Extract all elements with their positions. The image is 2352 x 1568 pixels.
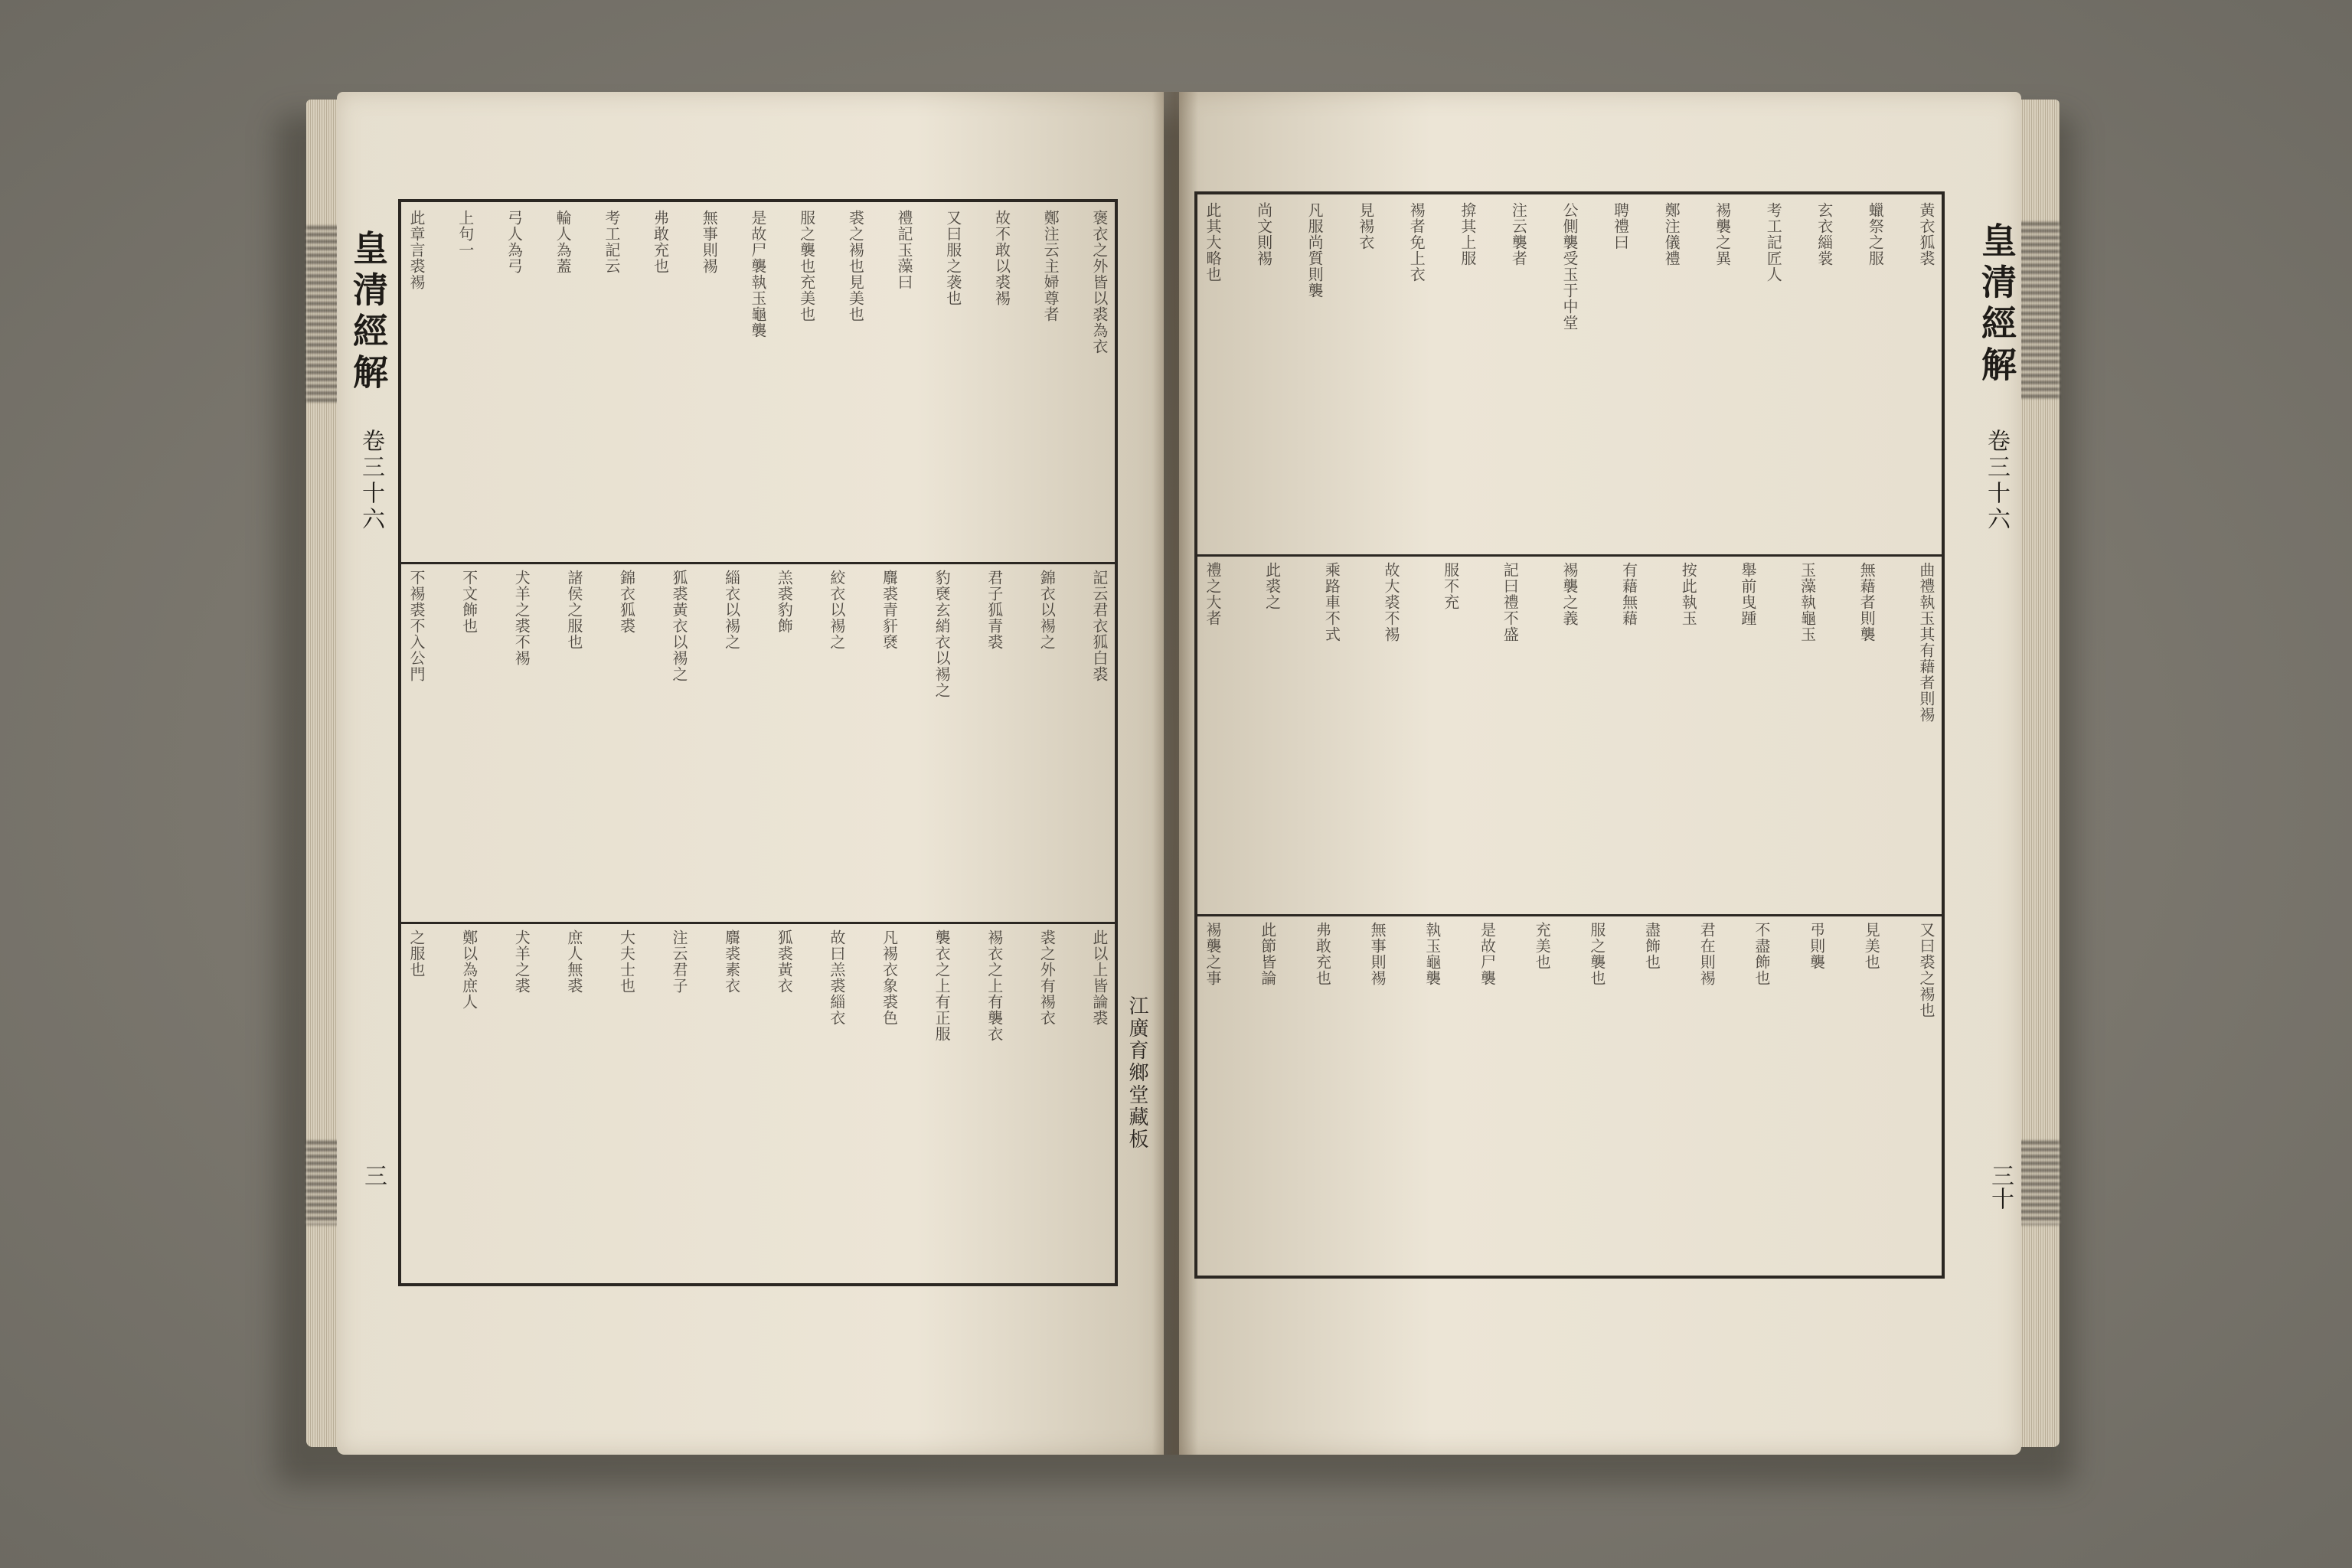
text-column: 記曰禮不盛 xyxy=(1501,562,1520,643)
text-column: 裘之外有裼衣 xyxy=(1037,929,1057,1027)
text-column: 犬羊之裘不裼 xyxy=(512,570,531,667)
text-column: 諸侯之服也 xyxy=(564,570,583,651)
text-column: 服之襲也充美也 xyxy=(797,210,816,322)
text-column: 注云君子 xyxy=(670,929,689,995)
text-column: 盡飾也 xyxy=(1642,922,1661,971)
right-middle-register xyxy=(1204,562,1936,906)
text-column: 此其大略也 xyxy=(1204,202,1222,283)
text-column: 裘之裼也見美也 xyxy=(846,210,865,322)
text-column: 見美也 xyxy=(1862,922,1881,971)
text-column: 上句一 xyxy=(456,210,475,258)
text-column: 不盡飾也 xyxy=(1752,922,1771,987)
text-column: 注云襲者 xyxy=(1509,202,1528,266)
right-top-register xyxy=(1204,202,1936,547)
text-column: 故曰羔裘緇衣 xyxy=(827,929,846,1027)
text-column: 又曰裘之裼也 xyxy=(1916,922,1936,1019)
text-column: 故大裘不裼 xyxy=(1381,562,1400,643)
text-column: 犬羊之裘 xyxy=(512,929,531,995)
text-column: 褒衣之外皆以裘為衣 xyxy=(1089,210,1109,354)
text-column: 玉藻執龜玉 xyxy=(1798,562,1817,643)
left-folio-number: 三 xyxy=(360,1164,387,1187)
text-column: 舉前曳踵 xyxy=(1738,562,1757,627)
text-column: 羔裘豹飾 xyxy=(775,570,794,635)
right-volume-label: 卷三十六 xyxy=(1983,429,2010,533)
text-column: 裼襲之異 xyxy=(1713,202,1732,266)
text-column: 充美也 xyxy=(1533,922,1552,971)
left-register-rule-1 xyxy=(401,562,1115,564)
text-column: 此節皆論 xyxy=(1258,922,1277,987)
text-column: 此以上皆論裘 xyxy=(1089,929,1109,1027)
text-column: 公側襲受玉于中堂 xyxy=(1560,202,1579,331)
left-volume-label: 卷三十六 xyxy=(358,429,384,533)
text-column: 絞衣以裼之 xyxy=(827,570,846,651)
text-column: 豹褎玄綃衣以裼之 xyxy=(933,570,952,699)
text-column: 君在則裼 xyxy=(1697,922,1717,987)
text-column: 裼襲之事 xyxy=(1204,922,1222,987)
text-column: 黃衣狐裘 xyxy=(1916,202,1936,266)
text-column: 錦衣狐裘 xyxy=(617,570,636,635)
left-top-register xyxy=(407,210,1109,554)
text-column: 鄭以為庶人 xyxy=(459,929,479,1011)
text-column: 裼衣之上有襲衣 xyxy=(985,929,1004,1043)
right-register-rule-1 xyxy=(1197,554,1942,557)
text-column: 君子狐青裘 xyxy=(985,570,1004,651)
text-column: 故不敢以裘裼 xyxy=(992,210,1011,306)
text-column: 聘禮曰 xyxy=(1611,202,1630,250)
left-text-frame xyxy=(398,199,1118,1286)
text-column: 無藉者則襲 xyxy=(1857,562,1877,643)
text-column: 考工記云 xyxy=(602,210,621,274)
left-bottom-register xyxy=(407,929,1109,1274)
text-column: 禮之大者 xyxy=(1204,562,1222,627)
text-column: 有藉無藉 xyxy=(1619,562,1638,627)
text-column: 緇衣以裼之 xyxy=(722,570,741,651)
text-column: 揜其上服 xyxy=(1458,202,1477,266)
text-column: 大夫士也 xyxy=(617,929,636,995)
text-column: 見裼衣 xyxy=(1356,202,1375,250)
text-column: 無事則裼 xyxy=(700,210,719,274)
right-bottom-register xyxy=(1204,922,1936,1266)
text-column: 麛裘青豻褎 xyxy=(880,570,899,651)
right-text-frame xyxy=(1194,191,1945,1279)
text-column: 裼襲之義 xyxy=(1560,562,1579,627)
right-register-rule-2 xyxy=(1197,914,1942,916)
text-column: 庶人無裘 xyxy=(564,929,583,995)
text-column: 服之襲也 xyxy=(1587,922,1606,987)
text-column: 尚文則裼 xyxy=(1254,202,1273,266)
text-column: 之服也 xyxy=(407,929,426,978)
text-column: 記云君衣狐白裘 xyxy=(1089,570,1109,683)
left-running-title: 皇清經解 xyxy=(348,230,389,395)
right-running-title: 皇清經解 xyxy=(1976,222,2017,387)
left-imprint-seal: 江廣育鄉堂藏板 xyxy=(1125,995,1148,1151)
text-column: 無事則裼 xyxy=(1368,922,1387,987)
left-middle-register xyxy=(407,570,1109,914)
text-column: 服不充 xyxy=(1441,562,1460,611)
text-column: 鄭注云主婦尊者 xyxy=(1041,210,1060,322)
text-column: 按此執玉 xyxy=(1679,562,1698,627)
text-column: 曲禮執玉其有藉者則裼 xyxy=(1916,562,1936,724)
book-gutter xyxy=(1152,92,1198,1455)
text-column: 考工記匠人 xyxy=(1764,202,1783,283)
text-column: 執玉龜襲 xyxy=(1423,922,1442,987)
text-column: 又曰服之袭也 xyxy=(943,210,962,306)
text-column: 此裘之 xyxy=(1263,562,1282,611)
text-column: 麛裘素衣 xyxy=(722,929,741,995)
text-column: 鄭注儀禮 xyxy=(1662,202,1681,266)
left-register-rule-2 xyxy=(401,922,1115,924)
text-column: 弔則襲 xyxy=(1807,922,1826,971)
text-column: 此章言裘裼 xyxy=(407,210,426,290)
text-column: 是故尸襲 xyxy=(1478,922,1497,987)
text-column: 不裼裘不入公門 xyxy=(407,570,426,683)
text-column: 凡服尚質則襲 xyxy=(1305,202,1325,299)
text-column: 不文飾也 xyxy=(459,570,479,635)
text-column: 乘路車不式 xyxy=(1322,562,1341,643)
text-column: 裼者免上衣 xyxy=(1407,202,1426,283)
text-column: 輪人為蓋 xyxy=(554,210,573,274)
right-folio-number: 三十 xyxy=(1987,1164,2014,1210)
text-column: 禮記玉藻曰 xyxy=(895,210,914,290)
text-column: 弓人為弓 xyxy=(505,210,524,274)
text-column: 狐裘黃衣 xyxy=(775,929,794,995)
text-column: 襲衣之上有正服 xyxy=(933,929,952,1043)
text-column: 弗敢充也 xyxy=(1313,922,1332,987)
text-column: 玄衣緇裳 xyxy=(1815,202,1834,266)
text-column: 錦衣以裼之 xyxy=(1037,570,1057,651)
text-column: 蠟祭之服 xyxy=(1866,202,1885,266)
text-column: 是故尸襲執玉龜襲 xyxy=(748,210,767,338)
text-column: 弗敢充也 xyxy=(651,210,670,274)
text-column: 凡裼衣象裘色 xyxy=(880,929,899,1027)
text-column: 狐裘黃衣以裼之 xyxy=(670,570,689,683)
